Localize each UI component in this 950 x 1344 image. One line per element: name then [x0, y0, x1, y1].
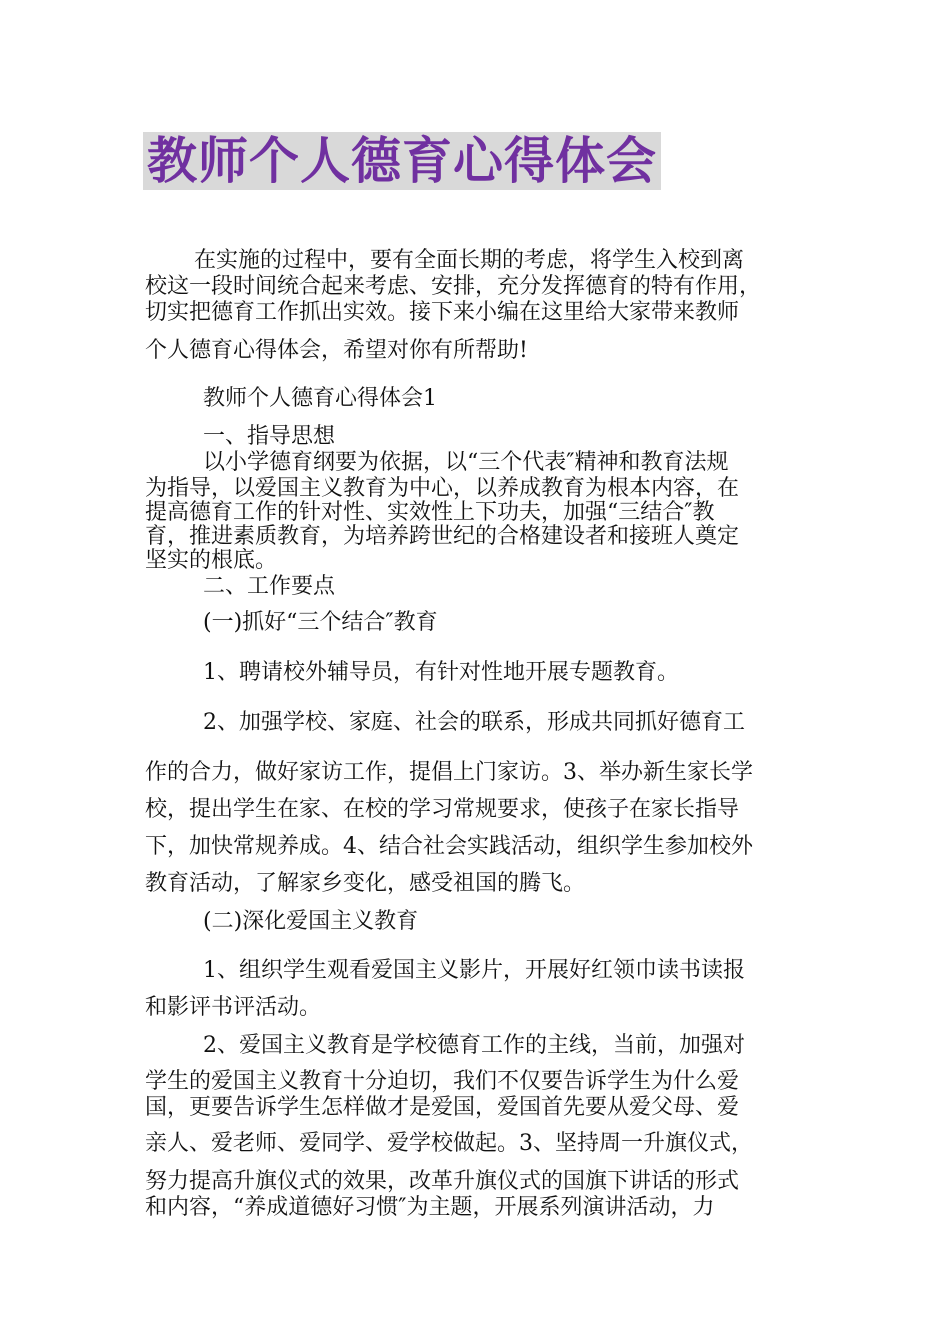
part1-heading: 一、指导思想 — [203, 424, 336, 449]
sub2-item2-line-4: 亲人、爱老师、爱同学、爱学校做起。3、坚持周一升旗仪式， — [145, 1131, 753, 1156]
sub2-item2-line-5: 努力提高升旗仪式的效果，改革升旗仪式的国旗下讲话的形式 — [145, 1169, 740, 1194]
sub1-heading: (一)抓好“三个结合″教育 — [203, 610, 438, 635]
part1-line-3: 提高德育工作的针对性、实效性上下功夫，加强“三结合″教 — [145, 500, 715, 525]
part1-line-2: 为指导，以爱国主义教育为中心，以养成教育为根本内容，在 — [145, 476, 740, 501]
intro-line-2: 校这一段时间统合起来考虑、安排，充分发挥德育的特有作用， — [145, 274, 762, 299]
sub1-item-1: 1、聘请校外辅导员，有针对性地开展专题教育。 — [203, 660, 679, 685]
intro-line-1: 在实施的过程中，要有全面长期的考虑，将学生入校到离 — [194, 248, 745, 273]
sub2-item1-line-1: 1、组织学生观看爱国主义影片，开展好红领巾读书读报 — [203, 958, 745, 983]
intro-line-4: 个人德育心得体会，希望对你有所帮助! — [145, 338, 528, 363]
part2-heading: 二、工作要点 — [203, 574, 336, 599]
part1-line-4: 育，推进素质教育，为培养跨世纪的合格建设者和接班人奠定 — [145, 524, 740, 549]
section-heading: 教师个人德育心得体会1 — [203, 386, 437, 411]
sub2-item1-line-2: 和影评书评活动。 — [145, 995, 322, 1020]
sub1-item2-line-3: 校，提出学生在家、在校的学习常规要求，使孩子在家长指导 — [145, 797, 740, 822]
sub1-item2-line-2: 作的合力，做好家访工作，提倡上门家访。3、举办新生家长学 — [145, 760, 753, 785]
intro-line-3: 切实把德育工作抓出实效。接下来小编在这里给大家带来教师 — [145, 300, 740, 325]
sub2-item2-line-6: 和内容，“养成道德好习惯″为主题，开展系列演讲活动，力 — [145, 1195, 715, 1220]
sub1-item2-line-1: 2、加强学校、家庭、社会的联系，形成共同抓好德育工 — [203, 710, 745, 735]
sub2-item2-line-3: 国，更要告诉学生怎样做才是爱国，爱国首先要从爱父母、爱 — [145, 1095, 740, 1120]
part1-line-1: 以小学德育纲要为依据，以“三个代表″精神和教育法规 — [203, 450, 729, 475]
sub1-item2-line-4: 下，加快常规养成。4、结合社会实践活动，组织学生参加校外 — [145, 834, 753, 859]
sub2-heading: (二)深化爱国主义教育 — [203, 909, 419, 934]
sub2-item2-line-1: 2、爱国主义教育是学校德育工作的主线，当前，加强对 — [203, 1033, 745, 1058]
sub1-item2-line-5: 教育活动，了解家乡变化，感受祖国的腾飞。 — [145, 871, 586, 896]
part1-line-5: 坚实的根底。 — [145, 548, 278, 573]
sub2-item2-line-2: 学生的爱国主义教育十分迫切，我们不仅要告诉学生为什么爱 — [145, 1069, 740, 1094]
document-title: 教师个人德育心得体会 — [143, 132, 661, 190]
